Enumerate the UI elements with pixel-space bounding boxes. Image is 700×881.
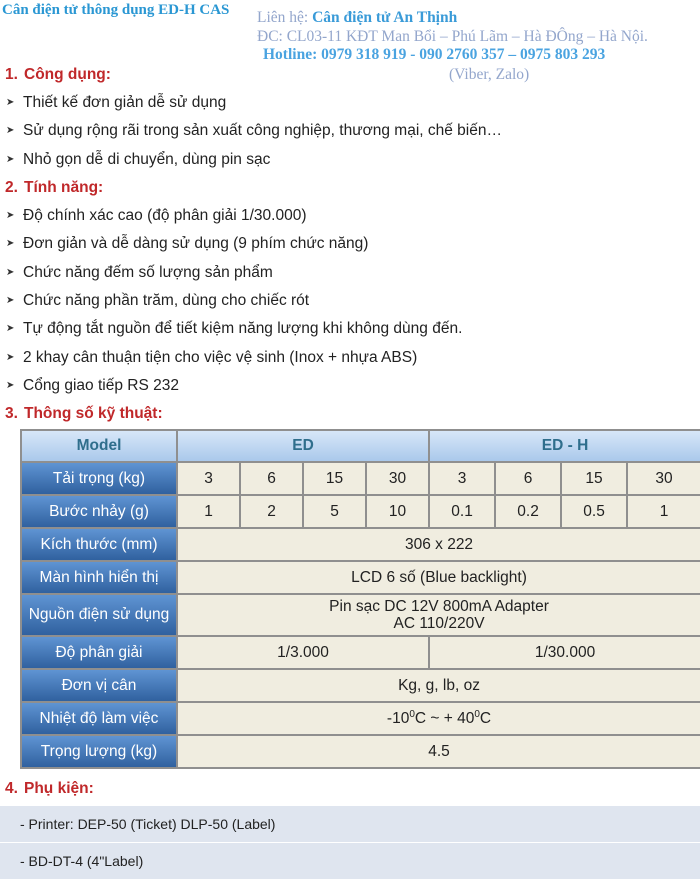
table-cell: 3 (178, 463, 239, 494)
section-heading-uses (5, 66, 111, 84)
list-item (6, 264, 273, 282)
table-cell (178, 595, 700, 635)
chevron-right-icon: ➤ (6, 352, 15, 363)
table-row (22, 670, 700, 701)
power-line-2: AC 110/220V (393, 615, 485, 632)
list-item-text: Tự động tắt nguồn để tiết kiệm năng lượng khi không dùng đến. (23, 320, 463, 337)
table-cell: Kg, g, lb, oz (178, 670, 700, 701)
section-number: 3. (5, 405, 18, 422)
list-item (6, 320, 462, 338)
row-label-temperature: Nhiệt độ làm việc (22, 703, 176, 734)
list-item (6, 349, 417, 367)
section-number: 4. (5, 780, 18, 797)
list-item-text: Sử dụng rộng rãi trong sản xuất công nghiệp, thương mại, chế biến… (23, 122, 502, 139)
section-heading-accessories (5, 780, 94, 798)
accessory-text: - BD-DT-4 (4"Label) (20, 853, 144, 869)
list-item-text: Thiết kế đơn giản dễ sử dụng (23, 94, 227, 111)
row-label-size: Kích thước (mm) (22, 529, 176, 560)
table-row (22, 529, 700, 560)
section-title: Công dụng: (24, 66, 111, 83)
list-item (6, 235, 368, 253)
temp-unit: C (414, 710, 427, 728)
table-cell: 2 (241, 496, 302, 527)
chevron-right-icon: ➤ (6, 210, 15, 221)
accessory-row (0, 806, 700, 842)
row-label-division: Bước nhảy (g) (22, 496, 176, 527)
chevron-right-icon: ➤ (6, 97, 15, 108)
table-cell: 6 (241, 463, 302, 494)
table-row (22, 736, 700, 767)
table-cell: 3 (430, 463, 494, 494)
list-item-text: Độ chính xác cao (độ phân giải 1/30.000) (23, 207, 307, 224)
table-row (22, 463, 700, 494)
table-cell: 5 (304, 496, 365, 527)
table-row (22, 431, 700, 461)
temp-min: -10 (386, 710, 410, 728)
chevron-right-icon: ➤ (6, 125, 15, 136)
chevron-right-icon: ➤ (6, 238, 15, 249)
section-heading-features (5, 179, 103, 197)
table-cell: 15 (304, 463, 365, 494)
table-cell: 10 (367, 496, 428, 527)
list-item-text: Đơn giản và dễ dàng sử dụng (9 phím chức năng) (23, 235, 369, 252)
table-cell: 30 (628, 463, 700, 494)
temp-max: + 40 (443, 710, 475, 728)
list-item (6, 292, 309, 310)
contact-apps: (Viber, Zalo) (449, 66, 530, 83)
list-item-text: 2 khay cân thuận tiện cho việc vệ sinh (Inox + nhựa ABS) (23, 349, 418, 366)
list-item-text: Chức năng phần trăm, dùng cho chiếc rót (23, 292, 310, 309)
table-cell: LCD 6 số (Blue backlight) (178, 562, 700, 593)
section-title: Tính năng: (24, 179, 104, 196)
table-cell: 0.2 (496, 496, 560, 527)
chevron-right-icon: ➤ (6, 380, 15, 391)
list-item-text: Chức năng đếm số lượng sản phẩm (23, 264, 273, 281)
contact-address: ĐC: CL03-11 KĐT Man Bổi – Phú Lãm – Hà ĐÔng – Hà Nội. (257, 28, 648, 45)
table-cell: 1 (178, 496, 239, 527)
table-cell: 15 (562, 463, 626, 494)
power-line-1: Pin sạc DC 12V 800mA Adapter (329, 598, 549, 615)
row-label-display: Màn hình hiển thị (22, 562, 176, 593)
list-item (6, 122, 502, 140)
table-cell: 0.5 (562, 496, 626, 527)
chevron-right-icon: ➤ (6, 295, 15, 306)
contact-name: Cân điện tử An Thịnh (312, 9, 458, 26)
row-label-power: Nguồn điện sử dụng (22, 595, 176, 635)
page-title: Cân điện tử thông dụng ED-H CAS (2, 2, 230, 18)
header-model: Model (22, 431, 176, 461)
list-item-text: Nhỏ gọn dễ di chuyển, dùng pin sạc (23, 151, 271, 168)
table-cell: 1/3.000 (178, 637, 428, 668)
row-label-units: Đơn vị cân (22, 670, 176, 701)
list-item (6, 207, 307, 225)
list-item (6, 151, 270, 169)
row-label-resolution: Độ phân giải (22, 637, 176, 668)
list-item (6, 94, 226, 112)
table-cell: 1/30.000 (430, 637, 700, 668)
section-number: 2. (5, 179, 18, 196)
table-cell: 306 x 222 (178, 529, 700, 560)
table-cell: $-10^0C$ ~ + $40^0C$ (178, 703, 700, 734)
section-title: Phụ kiện: (24, 780, 94, 797)
header-ed: ED (178, 431, 428, 461)
table-row (22, 637, 700, 668)
section-title: Thông số kỹ thuật: (24, 405, 163, 422)
spec-table (20, 429, 700, 769)
table-cell: 0.1 (430, 496, 494, 527)
row-label-weight: Trọng lượng (kg) (22, 736, 176, 767)
list-item-text: Cổng giao tiếp RS 232 (23, 377, 179, 394)
section-heading-specs (5, 405, 163, 423)
table-cell: 1 (628, 496, 700, 527)
table-row (22, 562, 700, 593)
contact-label: Liên hệ: (257, 9, 313, 26)
temp-sep: ~ (426, 710, 444, 728)
contact-hotline: Hotline: 0979 318 919 - 090 2760 357 – 0975 803 293 (263, 46, 606, 63)
contact-line (257, 9, 457, 27)
accessory-text: - Printer: DEP-50 (Ticket) DLP-50 (Label) (20, 816, 276, 832)
header-edh: ED - H (430, 431, 700, 461)
list-item (6, 377, 179, 395)
chevron-right-icon: ➤ (6, 267, 15, 278)
chevron-right-icon: ➤ (6, 154, 15, 165)
table-row (22, 496, 700, 527)
temp-unit: C (479, 710, 492, 728)
row-label-capacity: Tải trọng (kg) (22, 463, 176, 494)
table-cell: 30 (367, 463, 428, 494)
accessory-row (0, 843, 700, 879)
table-row (22, 595, 700, 635)
table-cell: 4.5 (178, 736, 700, 767)
section-number: 1. (5, 66, 18, 83)
chevron-right-icon: ➤ (6, 323, 15, 334)
table-cell: 6 (496, 463, 560, 494)
table-row (22, 703, 700, 734)
